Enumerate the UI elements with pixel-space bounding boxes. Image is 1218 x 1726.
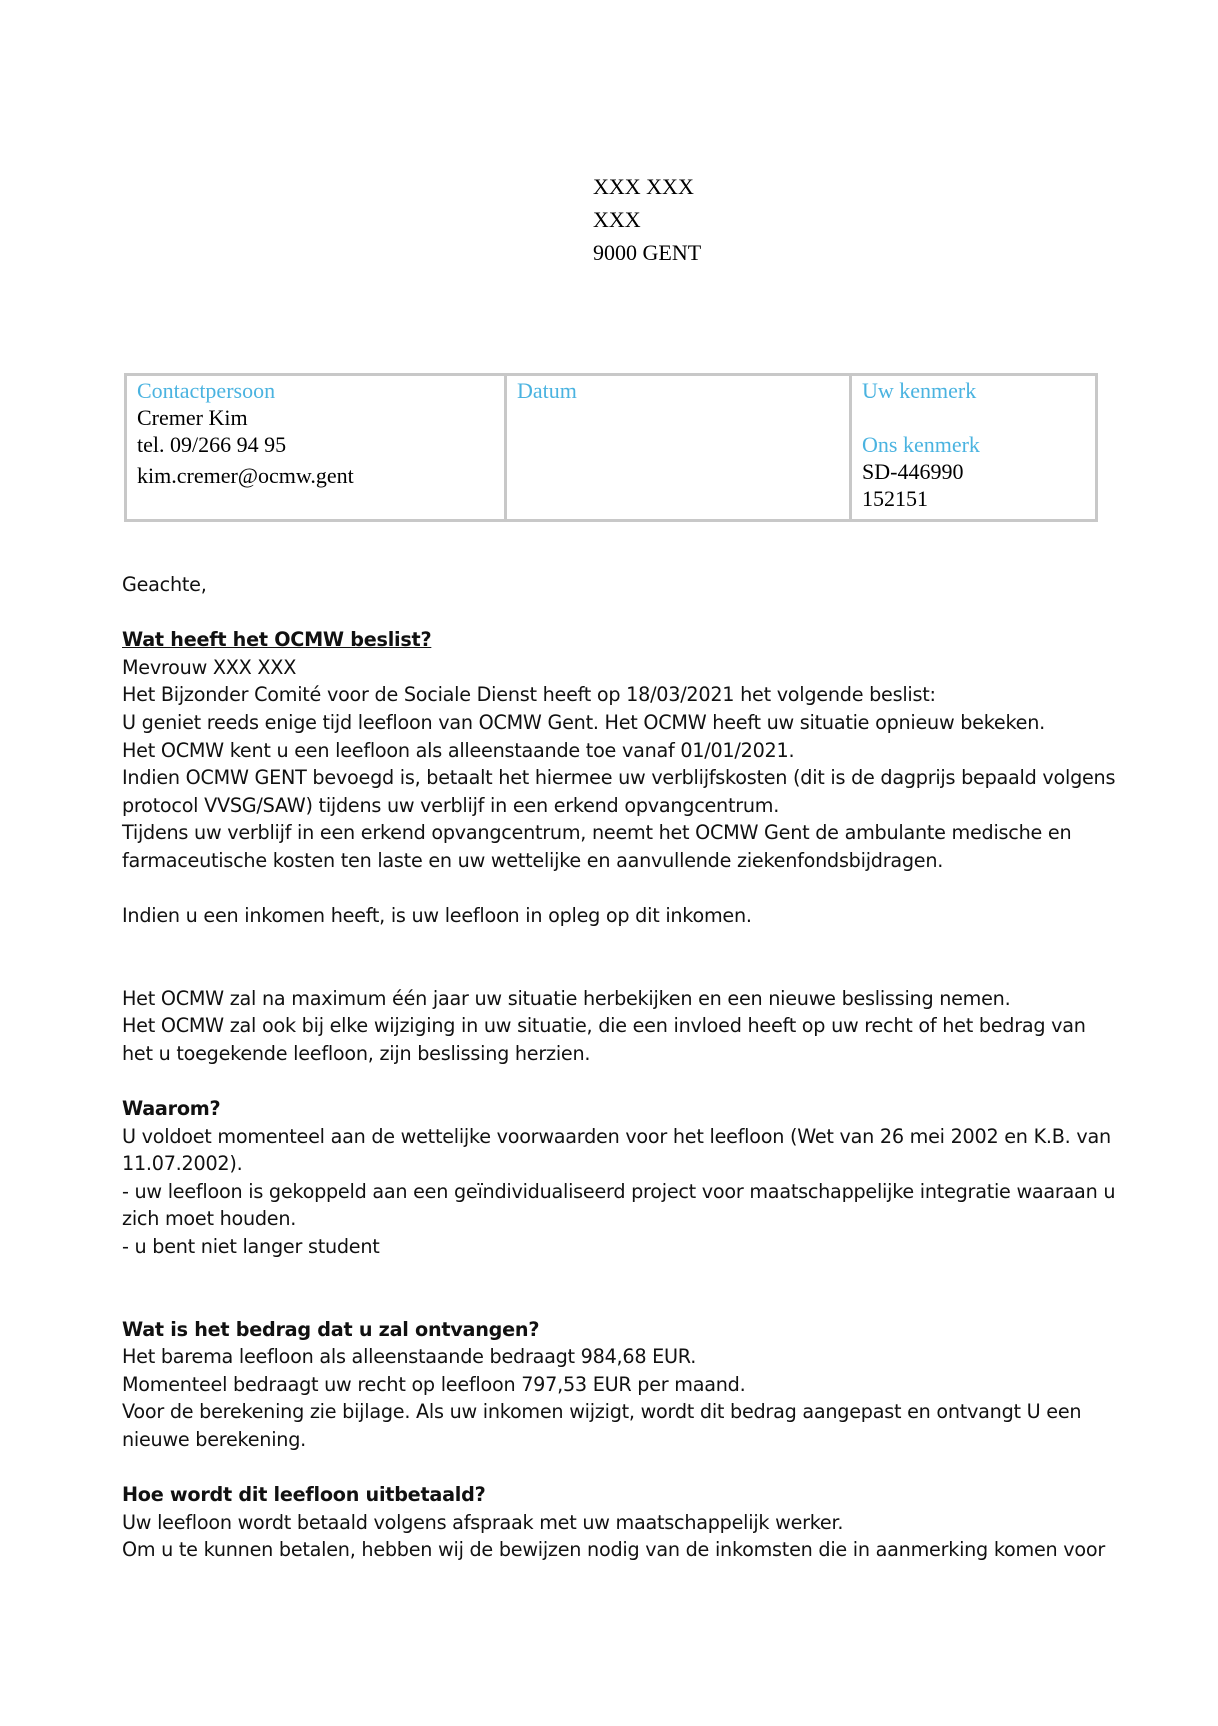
decision-line: Het OCMW kent u een leefloon als alleenstaande toe vanaf 01/01/2021.	[122, 738, 795, 762]
your-reference-label: Uw kenmerk	[862, 378, 977, 403]
reason-line: - u bent niet langer student	[122, 1235, 380, 1259]
decision-line: protocol VVSG/SAW) tijdens uw verblijf in een erkend opvangcentrum.	[122, 793, 780, 817]
letter-body	[122, 571, 1116, 1564]
reason-line: 11.07.2002).	[122, 1152, 243, 1176]
decision-line: Tijdens uw verblijf in een erkend opvangcentrum, neemt het OCMW Gent de ambulante medische en	[122, 821, 1072, 845]
reference-cell	[849, 376, 1095, 519]
review-line: het u toegekende leefloon, zijn beslissing herzien.	[122, 1041, 591, 1065]
amount-line: Momenteel bedraagt uw recht op leefloon 797,53 EUR per maand.	[122, 1372, 746, 1396]
reason-line: zich moet houden.	[122, 1207, 297, 1231]
decision-line: U geniet reeds enige tijd leefloon van OCMW Gent. Het OCMW heeft uw situatie opnieuw bekeken.	[122, 710, 1045, 734]
recipient-street: XXX	[593, 207, 641, 232]
payment-line: Uw leefloon wordt betaald volgens afspraak met uw maatschappelijk werker.	[122, 1510, 844, 1534]
heading-decision: Wat heeft het OCMW beslist?	[122, 628, 432, 652]
recipient-city: 9000 GENT	[593, 240, 702, 265]
review-line: Het OCMW zal na maximum één jaar uw situatie herbekijken en een nieuwe beslissing nemen.	[122, 986, 1011, 1010]
heading-amount: Wat is het bedrag dat u zal ontvangen?	[122, 1317, 540, 1341]
reason-line: U voldoet momenteel aan de wettelijke voorwaarden voor het leefloon (Wet van 26 mei 2002 en K.B. van	[122, 1124, 1111, 1148]
heading-payment: Hoe wordt dit leefloon uitbetaald?	[122, 1483, 486, 1507]
reason-line: - uw leefloon is gekoppeld aan een geïndividualiseerd project voor maatschappelijke integratie waaraan u	[122, 1179, 1116, 1203]
contact-phone: tel. 09/266 94 95	[137, 432, 287, 457]
salutation: Geachte,	[122, 573, 207, 596]
review-line: Het OCMW zal ook bij elke wijziging in uw situatie, die een invloed heeft op uw recht of het bedrag van	[122, 1014, 1086, 1038]
recipient-name: XXX XXX	[593, 174, 694, 199]
heading-why: Waarom?	[122, 1097, 221, 1121]
amount-line: Voor de berekening zie bijlage. Als uw inkomen wijzigt, wordt dit bedrag aangepast en ontvangt U een	[122, 1400, 1082, 1424]
decision-line: Mevrouw XXX XXX	[122, 655, 297, 679]
amount-line: Het barema leefloon als alleenstaande bedraagt 984,68 EUR.	[122, 1345, 697, 1369]
our-reference-2: 152151	[862, 486, 928, 511]
decision-line: Het Bijzonder Comité voor de Sociale Dienst heeft op 18/03/2021 het volgende beslist:	[122, 683, 936, 707]
date-label: Datum	[517, 378, 577, 403]
decision-line: Indien OCMW GENT bevoegd is, betaalt het hiermee uw verblijfskosten (dit is de dagprijs bepaald volgens	[122, 766, 1116, 790]
date-cell	[504, 376, 849, 519]
recipient-address	[593, 170, 701, 269]
contact-name: Cremer Kim	[137, 405, 248, 430]
amount-line: nieuwe berekening.	[122, 1428, 306, 1452]
our-reference-label: Ons kenmerk	[862, 432, 980, 457]
contact-email: kim.cremer@ocmw.gent	[137, 463, 354, 488]
decision-line: farmaceutische kosten ten laste en uw wettelijke en aanvullende ziekenfondsbijdragen.	[122, 848, 944, 872]
reference-table	[124, 373, 1098, 522]
our-reference-1: SD-446990	[862, 459, 964, 484]
contact-cell	[127, 376, 504, 519]
contact-label: Contactpersoon	[137, 378, 276, 403]
payment-line: Om u te kunnen betalen, hebben wij de bewijzen nodig van de inkomsten die in aanmerking komen voor	[122, 1538, 1105, 1562]
income-note: Indien u een inkomen heeft, is uw leefloon in opleg op dit inkomen.	[122, 904, 752, 928]
